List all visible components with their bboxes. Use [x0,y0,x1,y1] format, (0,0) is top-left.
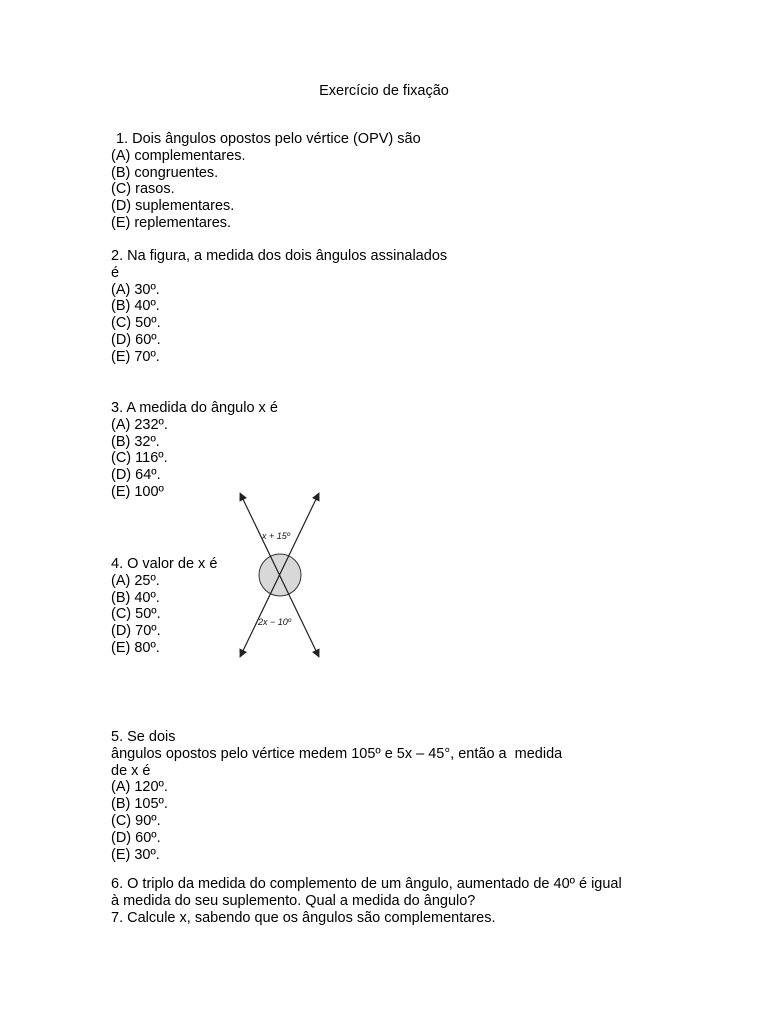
angles-figure [232,489,328,661]
question-5-option-c: (C) 90º. [111,812,161,829]
question-3-option-b: (B) 32º. [111,433,160,450]
question-4-option-b: (B) 40º. [111,589,160,606]
question-1-option-c: (C) rasos. [111,181,175,198]
question-1-option-d: (D) suplementares. [111,198,235,215]
question-2-option-c: (C) 50º. [111,315,161,332]
question-2-statement-cont: é [111,264,120,281]
question-2-option-b: (B) 40º. [111,298,160,315]
question-4 [111,556,217,657]
question-5-option-a: (A) 120º. [111,779,168,796]
angle-label-top: x + 15º [262,531,291,541]
question-6-7 [111,876,622,926]
question-2-statement: 2. Na figura, a medida dos dois ângulos assinalados [111,248,448,264]
question-3-option-e: (E) 100º [111,483,164,500]
angle-label-bottom: 2x − 10º [258,617,292,627]
question-3 [111,400,278,501]
page-title: Exercício de fixação [319,83,449,99]
question-3-option-c: (C) 116º. [111,450,168,467]
question-4-option-c: (C) 50º. [111,606,161,623]
question-4-statement: 4. O valor de x é [111,556,218,572]
question-3-statement: 3. A medida do ângulo x é [111,400,278,416]
question-1-statement: 1. Dois ângulos opostos pelo vértice (OPV) são [116,131,421,147]
question-2 [111,248,447,366]
question-4-option-d: (D) 70º. [111,623,161,640]
question-1-option-e: (E) replementares. [111,214,232,231]
question-3-option-a: (A) 232º. [111,416,168,433]
question-1-option-b: (B) congruentes. [111,164,219,181]
question-2-option-a: (A) 30º. [111,281,160,298]
question-4-option-e: (E) 80º. [111,639,160,656]
question-3-option-d: (D) 64º. [111,467,161,484]
question-5-statement-end: de x é [111,762,151,779]
question-5-statement: 5. Se dois [111,729,176,745]
question-1 [111,131,421,232]
question-5-option-d: (D) 60º. [111,829,161,846]
question-1-option-a: (A) complementares. [111,147,246,164]
question-4-option-a: (A) 25º. [111,572,160,589]
question-5-statement-cont: ângulos opostos pelo vértice medem 105º e 5x – 45°, então a medida [111,745,563,762]
question-2-option-e: (E) 70º. [111,348,160,365]
question-5-option-e: (E) 30º. [111,846,160,863]
question-7-statement: 7. Calcule x, sabendo que os ângulos são complementares. [111,909,496,926]
question-6-statement: 6. O triplo da medida do complemento de um ângulo, aumentado de 40º é igual [111,876,622,892]
question-6-statement-cont: à medida do seu suplemento. Qual a medida do ângulo? [111,892,476,909]
question-5 [111,729,562,863]
question-2-option-d: (D) 60º. [111,331,161,348]
question-5-option-b: (B) 105º. [111,796,168,813]
